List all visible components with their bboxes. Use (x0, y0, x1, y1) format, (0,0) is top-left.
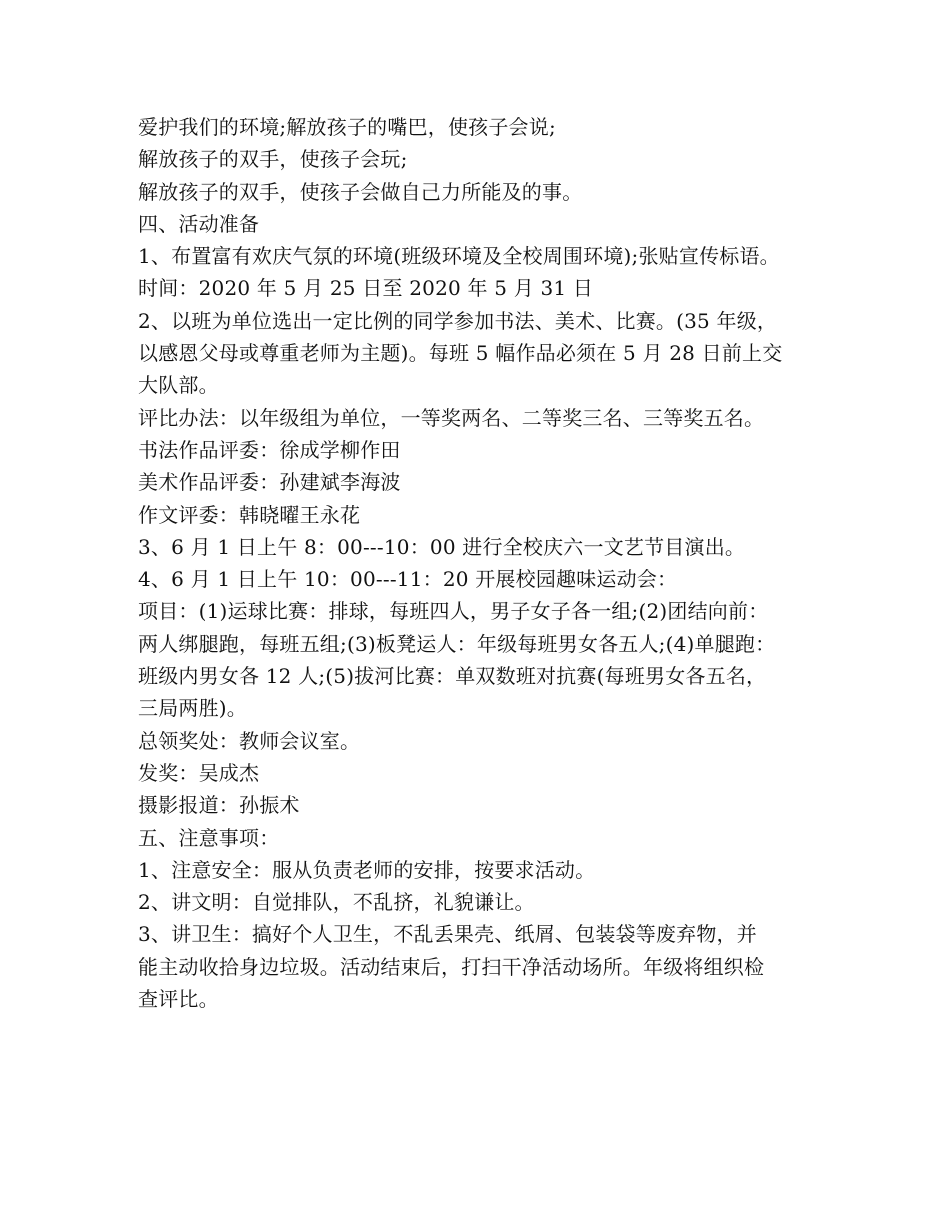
text-line: 3、讲卫生：搞好个人卫生，不乱丢果壳、纸屑、包装袋等废弃物，并 (138, 922, 757, 947)
text-line: 能主动收拾身边垃圾。活动结束后，打扫干净活动场所。年级将组织检 (138, 954, 765, 979)
text-line: 总领奖处：教师会议室。 (138, 728, 361, 753)
text-line: 2、以班为单位选出一定比例的同学参加书法、美术、比赛。(35 年级， (138, 308, 778, 333)
text-line: 时间：2020 年 5 月 25 日至 2020 年 5 月 31 日 (138, 276, 594, 301)
text-line: 班级内男女各 12 人;(5)拔河比赛：单双数班对抗赛(每班男女各五名， (138, 664, 767, 689)
section-heading: 五、注意事项： (138, 825, 280, 850)
document-body (138, 111, 828, 1015)
text-line: 评比办法：以年级组为单位，一等奖两名、二等奖三名、三等奖五名。 (138, 405, 765, 430)
text-line: 发奖：吴成杰 (138, 760, 260, 785)
text-line: 以感恩父母或尊重老师为主题)。每班 5 幅作品必须在 5 月 28 日前上交 (138, 341, 783, 366)
text-line: 三局两胜)。 (138, 696, 248, 721)
text-line: 作文评委：韩晓曜王永花 (138, 502, 361, 527)
text-line: 两人绑腿跑，每班五组;(3)板凳运人：年级每班男女各五人;(4)单腿跑： (138, 631, 776, 656)
text-line: 查评比。 (138, 987, 219, 1012)
text-line: 爱护我们的环境;解放孩子的嘴巴，使孩子会说; (138, 115, 556, 139)
text-line: 1、布置富有欢庆气氛的环境(班级环境及全校周围环境);张贴宣传标语。 (138, 244, 780, 269)
text-line: 3、6 月 1 日上午 8：00---10：00 进行全校庆六一文艺节目演出。 (138, 534, 746, 559)
text-line: 大队部。 (138, 373, 219, 398)
text-line: 书法作品评委：徐成学柳作田 (138, 437, 401, 462)
text-line: 解放孩子的双手，使孩子会做自己力所能及的事。 (138, 179, 583, 204)
text-line: 解放孩子的双手，使孩子会玩; (138, 147, 408, 172)
text-line: 项目：(1)运球比赛：排球，每班四人，男子女子各一组;(2)团结向前： (138, 599, 769, 624)
text-line: 美术作品评委：孙建斌李海波 (138, 470, 401, 495)
text-line: 4、6 月 1 日上午 10：00---11：20 开展校园趣味运动会： (138, 567, 678, 592)
section-heading: 四、活动准备 (138, 211, 260, 236)
text-line: 摄影报道：孙振术 (138, 793, 300, 818)
text-line: 1、注意安全：服从负责老师的安排，按要求活动。 (138, 857, 596, 882)
text-line: 2、讲文明：自觉排队，不乱挤，礼貌谦让。 (138, 890, 535, 915)
